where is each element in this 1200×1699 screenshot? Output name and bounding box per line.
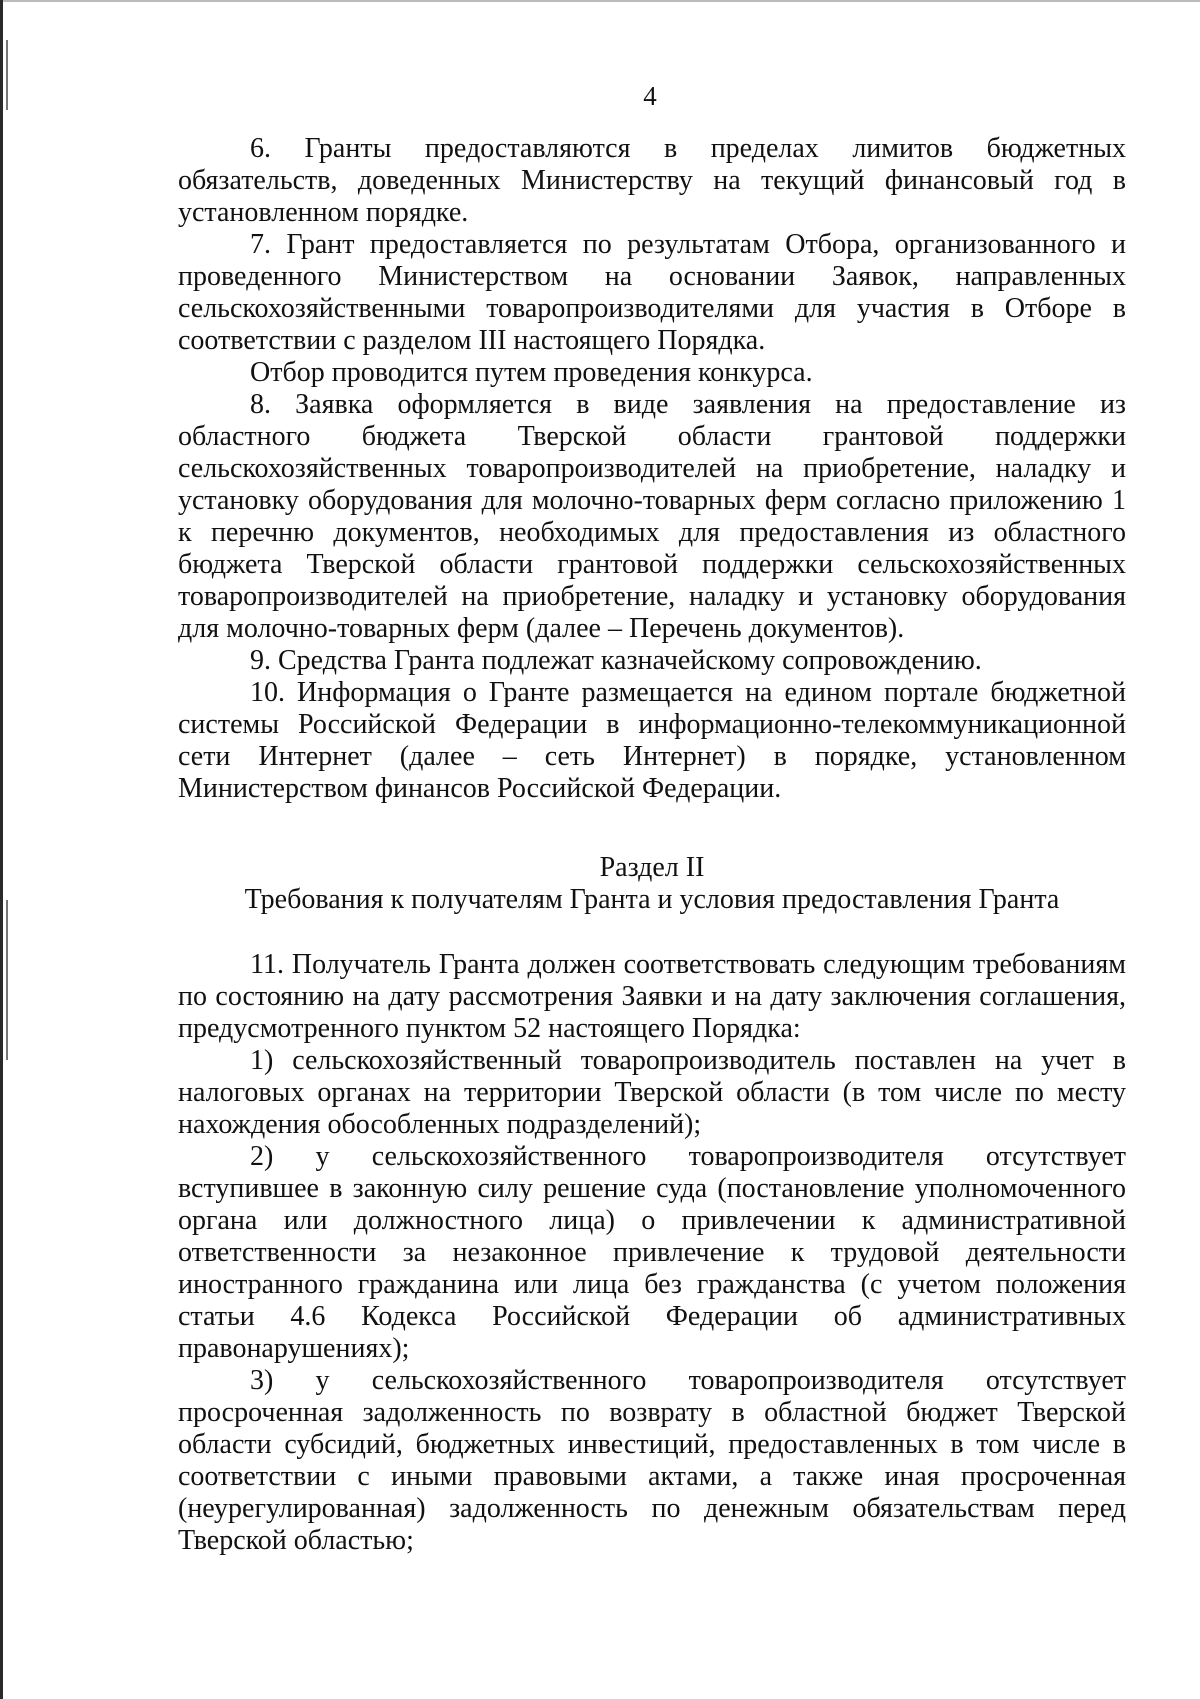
- page-number: 4: [643, 81, 657, 111]
- paragraph-8: 8. Заявка оформляется в виде заявления на предоставление из областного бюджета Тверской области грантовой поддержки сельскохозяйственных товаропроизводителей на приобретение, наладку и установку оборудования для молочно-товарных ферм согласно приложению 1 к перечню документов, необходимых для предоставления из областного бюджета Тверской области грантовой поддержки сельскохозяйственных товаропроизводителей на приобретение, наладку и установку оборудования для молочно-товарных ферм (далее – Перечень документов).: [178, 389, 1126, 644]
- paragraph-6: 6. Гранты предоставляются в пределах лимитов бюджетных обязательств, доведенных Министерству на текущий финансовый год в установленном порядке.: [178, 133, 1126, 228]
- paragraph-11-item-1: 1) сельскохозяйственный товаропроизводитель поставлен на учет в налоговых органах на территории Тверской области (в том числе по месту нахождения обособленных подразделений);: [178, 1045, 1126, 1140]
- scan-left-edge: [0, 0, 3, 1699]
- paragraph-11: 11. Получатель Гранта должен соответствовать следующим требованиям по состоянию на дату рассмотрения Заявки и на дату заключения соглашения, предусмотренного пунктом 52 настоящего Порядка:: [178, 949, 1126, 1044]
- section-title: Требования к получателям Гранта и условия предоставления Гранта: [244, 884, 1060, 915]
- scan-top-edge: [0, 0, 1200, 2]
- paragraph-7: 7. Грант предоставляется по результатам Отбора, организованного и проведенного Министерством на основании Заявок, направленных сельскохозяйственными товаропроизводителями для участия в Отборе в соответствии с разделом III настоящего Порядка.: [178, 229, 1126, 356]
- paragraph-9: 9. Средства Гранта подлежат казначейскому сопровождению.: [250, 645, 982, 676]
- section-label: Раздел II: [599, 852, 705, 883]
- paragraph-11-item-3: 3) у сельскохозяйственного товаропроизводителя отсутствует просроченная задолженность по возврату в областной бюджет Тверской области субсидий, бюджетных инвестиций, предоставленных в том числе в соответствии с иными правовыми актами, а также иная просроченная (неурегулированная) задолженность по денежным обязательствам перед Тверской областью;: [178, 1365, 1126, 1556]
- section-heading-block: [178, 852, 1126, 916]
- body-text-bottom: [178, 949, 1126, 1557]
- scan-mark: [6, 900, 8, 1060]
- paragraph-11-item-2: 2) у сельскохозяйственного товаропроизводителя отсутствует вступившее в законную силу решение суда (постановление уполномоченного органа или должностного лица) о привлечении к административной ответственности за незаконное привлечение к трудовой деятельности иностранного гражданина или лица без гражданства (с учетом положения статьи 4.6 Кодекса Российской Федерации об административных правонарушениях);: [178, 1141, 1126, 1364]
- paragraph-selection-method: Отбор проводится путем проведения конкурса.: [250, 357, 813, 388]
- body-text-top: [178, 133, 1126, 805]
- paragraph-10: 10. Информация о Гранте размещается на едином портале бюджетной системы Российской Федерации в информационно-телекоммуникационной сети Интернет (далее – сеть Интернет) в порядке, установленном Министерством финансов Российской Федерации.: [178, 677, 1126, 804]
